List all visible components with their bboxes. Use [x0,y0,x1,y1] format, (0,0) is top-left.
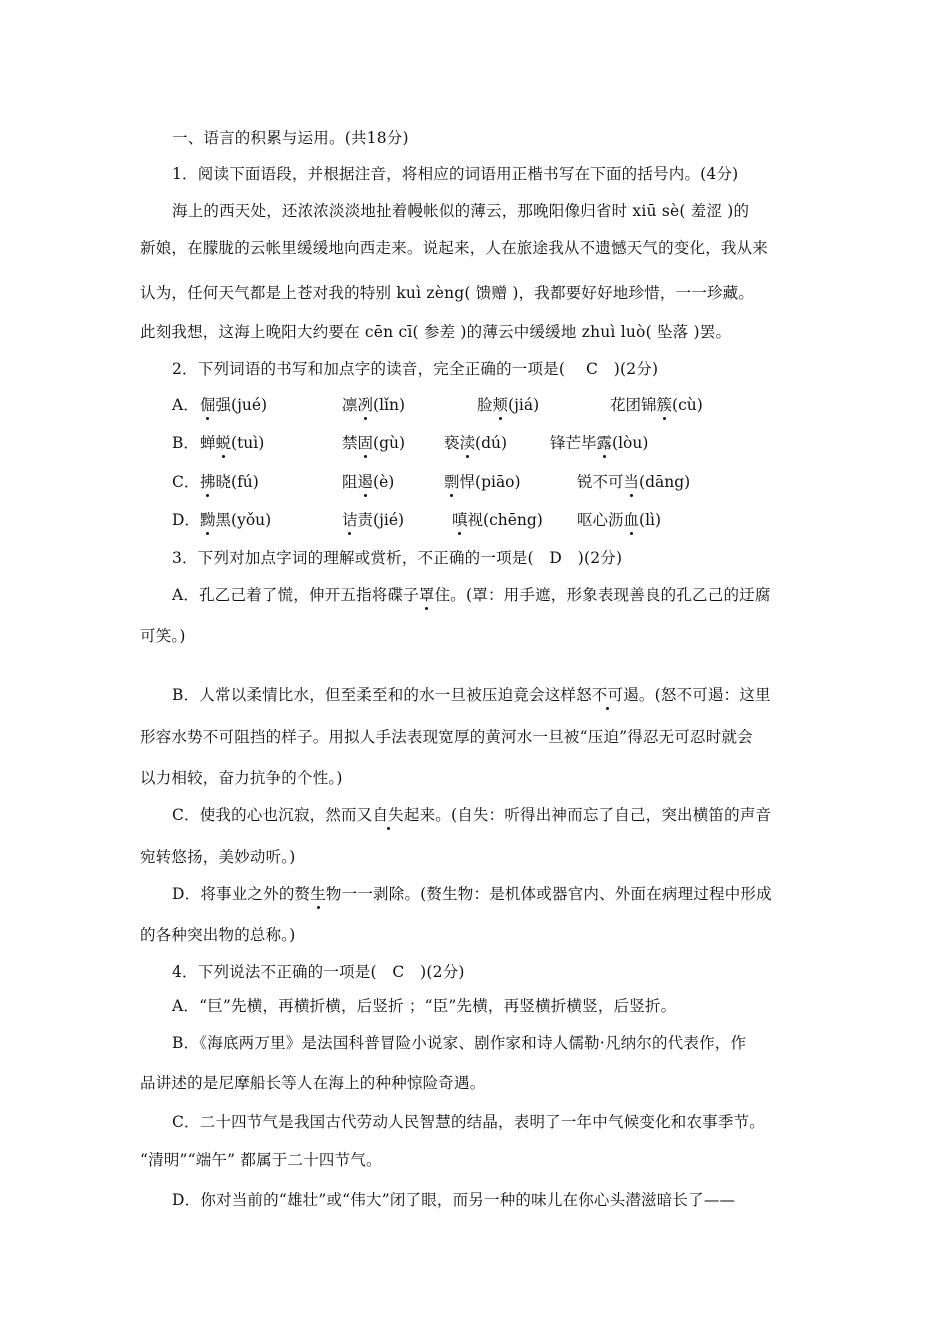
option-word: 锋芒毕露(lòu) [550,434,649,452]
option-word: 阻遏(è) [342,473,395,491]
q1-passage-line-2: 新娘，在朦胧的云帐里缓缓地向西走来。说起来，人在旅途我从不遗憾天气的变化，我从来 [140,239,769,257]
option-letter: A． [172,396,199,414]
option-word: 蝉蜕(tuì) [200,434,265,452]
q3-stem: 3．下列对加点字词的理解或赏析，不正确的一项是( D )(2分) [172,549,623,567]
option-word: 禁固(gù) [342,434,406,452]
option-word: 拂晓(fú) [200,473,259,491]
q4-option-b-line-2: 品讲述的是尼摩船长等人在海上的种种惊险奇遇。 [140,1074,486,1092]
option-word: 凛冽(lǐn) [342,396,406,414]
q3-option-b-line-3: 以力相较，奋力抗争的个性。) [140,769,343,787]
option-word: 诘责(jié) [342,511,405,529]
q3-option-a-line-2: 可笑。) [140,627,186,645]
q2-stem: 2．下列词语的书写和加点字的读音，完全正确的一项是( C )(2分) [172,360,659,378]
q1-passage-line-1: 海上的西天处，还浓浓淡淡地扯着幔帐似的薄云，那晚阳像归省时 xiū sè( 羞涩 )的 [172,202,750,220]
q4-option-c-line-2: “清明”“端午” 都属于二十四节气。 [140,1151,382,1169]
option-word: 锐不可当(dāng) [577,473,691,491]
q1-passage-line-3: 认为，任何天气都是上苍对我的特别 kuì zèng( 馈赠 )，我都要好好地珍惜，一一珍藏。 [140,284,755,302]
q1-passage-line-4: 此刻我想，这海上晚阳大约要在 cēn cī( 参差 )的薄云中缓缓地 zhuì luò( 坠落 )罢。 [140,323,732,341]
option-word: 花团锦簇(cù) [610,396,703,414]
q3-option-d-line-2: 的各种突出物的总称。) [140,926,296,944]
q3-option-a-line-1: A．孔乙己着了慌，伸开五指将碟子罩住。(罩：用手遮，形象表现善良的孔乙己的迂腐 [172,586,771,604]
option-letter: D． [172,511,200,529]
q4-option-d-line-1: D．你对当前的“雄壮”或“伟大”闭了眼，而另一种的味儿在你心头潜滋暗长了—— [172,1191,736,1209]
option-letter: C． [172,473,200,491]
q1-stem: 1．阅读下面语段，并根据注音，将相应的词语用正楷书写在下面的括号内。(4分) [172,165,739,183]
option-word: 亵渎(dú) [444,434,508,452]
option-word: 剽悍(piāo) [444,473,521,491]
section-title: 一、语言的积累与运用。(共18分) [172,129,409,147]
q3-option-c-line-1: C．使我的心也沉寂，然而又自失起来。(自失：听得出神而忘了自己，突出横笛的声音 [172,806,772,824]
option-word: 呕心沥血(lì) [577,511,662,529]
q4-option-c-line-1: C．二十四节气是我国古代劳动人民智慧的结晶，表明了一年中气候变化和农事季节。 [172,1113,765,1131]
q4-option-b-line-1: B．《海底两万里》是法国科普冒险小说家、剧作家和诗人儒勒·凡纳尔的代表作，作 [172,1034,747,1052]
option-word: 脸颊(jiá) [477,396,540,414]
option-word: 嗔视(chēng) [452,511,543,529]
q3-option-b-line-1: B．人常以柔情比水，但至柔至和的水一旦被压迫竟会这样怒不可遏。(怒不可遏：这里 [172,686,771,704]
q3-option-b-line-2: 形容水势不可阻挡的样子。用拟人手法表现宽厚的黄河水一旦被“压迫”得忍无可忍时就会 [140,728,753,746]
q3-option-c-line-2: 宛转悠扬，美妙动听。) [140,848,296,866]
q4-option-a: A．“巨”先横，再横折横，后竖折 ；“臣”先横，再竖横折横竖，后竖折。 [172,997,677,1015]
q4-stem: 4．下列说法不正确的一项是( C )(2分) [172,963,465,981]
q3-option-d-line-1: D．将事业之外的赘生物一一剥除。(赘生物：是机体或器官内、外面在病理过程中形成 [172,885,772,903]
option-word: 倔强(jué) [200,396,268,414]
option-letter: B． [172,434,199,452]
option-word: 黝黑(yǒu) [200,511,272,529]
